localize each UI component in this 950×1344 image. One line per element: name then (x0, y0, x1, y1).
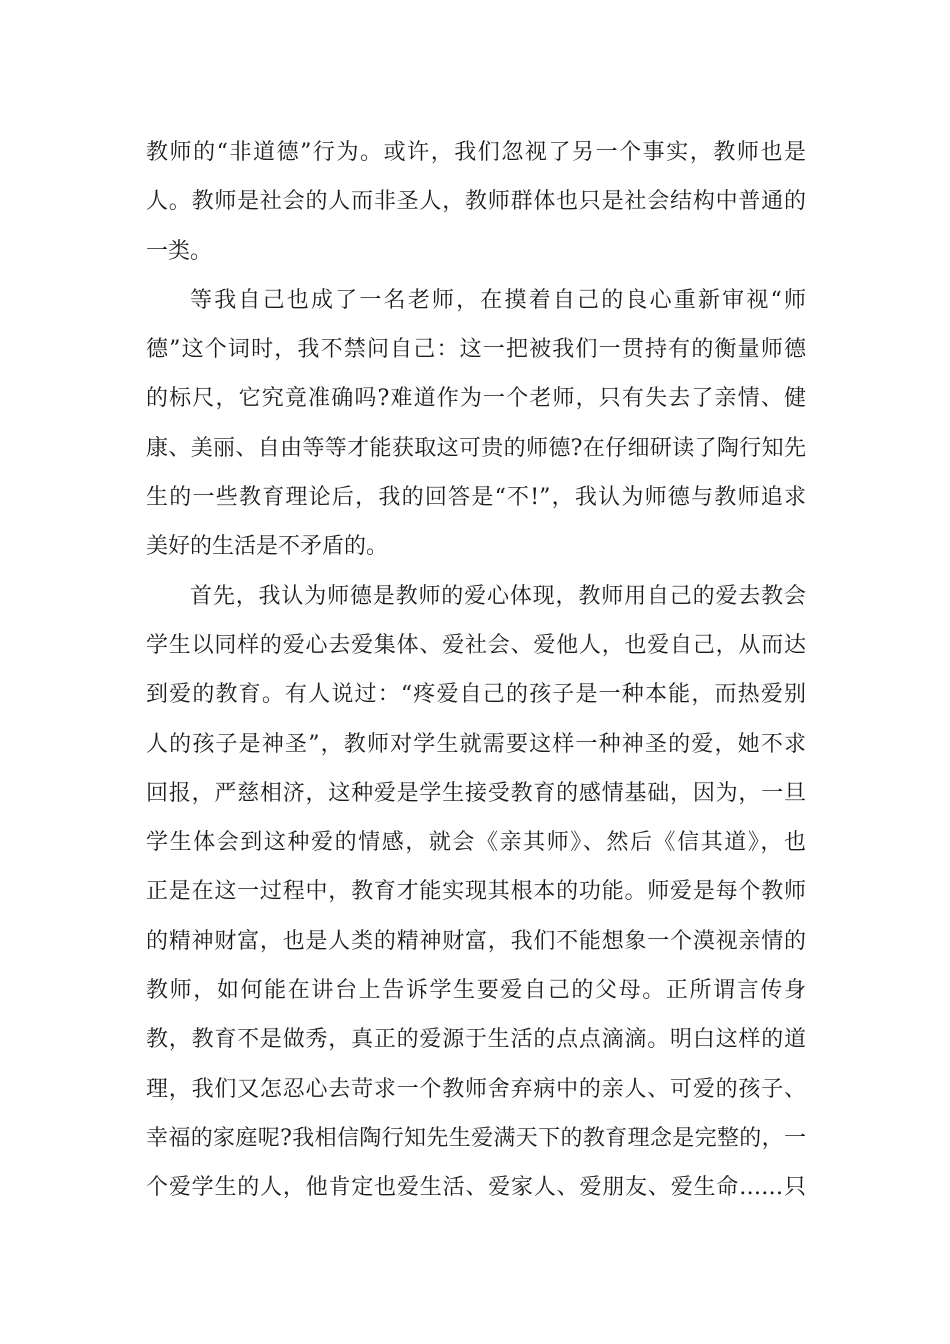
text-line: 到爱的教育。有人说过：“疼爱自己的孩子是一种本能，而热爱别 (146, 682, 806, 708)
text-line: 的标尺，它究竟准确吗?难道作为一个老师，只有失去了亲情、健 (146, 386, 806, 412)
text-line: 正是在这一过程中，教育才能实现其根本的功能。师爱是每个教师 (146, 879, 806, 905)
text-line: 学生体会到这种爱的情感，就会《亲其师》、然后《信其道》，也 (146, 830, 806, 856)
text-line: 教，教育不是做秀，真正的爱源于生活的点点滴滴。明白这样的道 (146, 1027, 806, 1053)
text-line: 生的一些教育理论后，我的回答是“不!”，我认为师德与教师追求 (146, 485, 806, 511)
text-line: 回报，严慈相济，这种爱是学生接受教育的感情基础，因为，一旦 (146, 780, 806, 806)
text-line: 理，我们又怎忍心去苛求一个教师舍弃病中的亲人、可爱的孩子、 (146, 1076, 806, 1102)
paragraph-start-line: 首先，我认为师德是教师的爱心体现，教师用自己的爱去教会 (190, 583, 806, 609)
text-line: 人。教师是社会的人而非圣人，教师群体也只是社会结构中普通的 (146, 189, 806, 215)
text-line: 教师，如何能在讲台上告诉学生要爱自己的父母。正所谓言传身 (146, 978, 806, 1004)
text-line: 幸福的家庭呢?我相信陶行知先生爱满天下的教育理念是完整的，一 (146, 1125, 806, 1151)
text-line: 美好的生活是不矛盾的。 (146, 534, 389, 560)
text-line: 人的孩子是神圣”，教师对学生就需要这样一种神圣的爱，她不求 (146, 731, 806, 757)
text-line: 的精神财富，也是人类的精神财富，我们不能想象一个漠视亲情的 (146, 928, 806, 954)
paragraph-start-line: 等我自己也成了一名老师，在摸着自己的良心重新审视“师 (190, 287, 806, 313)
text-line: 德”这个词时，我不禁问自己：这一把被我们一贯持有的衡量师德 (146, 337, 806, 363)
body-text (146, 128, 806, 1213)
text-line: 一类。 (146, 238, 213, 264)
text-line: 个爱学生的人，他肯定也爱生活、爱家人、爱朋友、爱生命……只 (146, 1175, 806, 1201)
text-line: 康、美丽、自由等等才能获取这可贵的师德?在仔细研读了陶行知先 (146, 435, 806, 461)
text-line: 教师的“非道德”行为。或许，我们忽视了另一个事实，教师也是 (146, 140, 806, 165)
text-line: 学生以同样的爱心去爱集体、爱社会、爱他人，也爱自己，从而达 (146, 632, 806, 658)
